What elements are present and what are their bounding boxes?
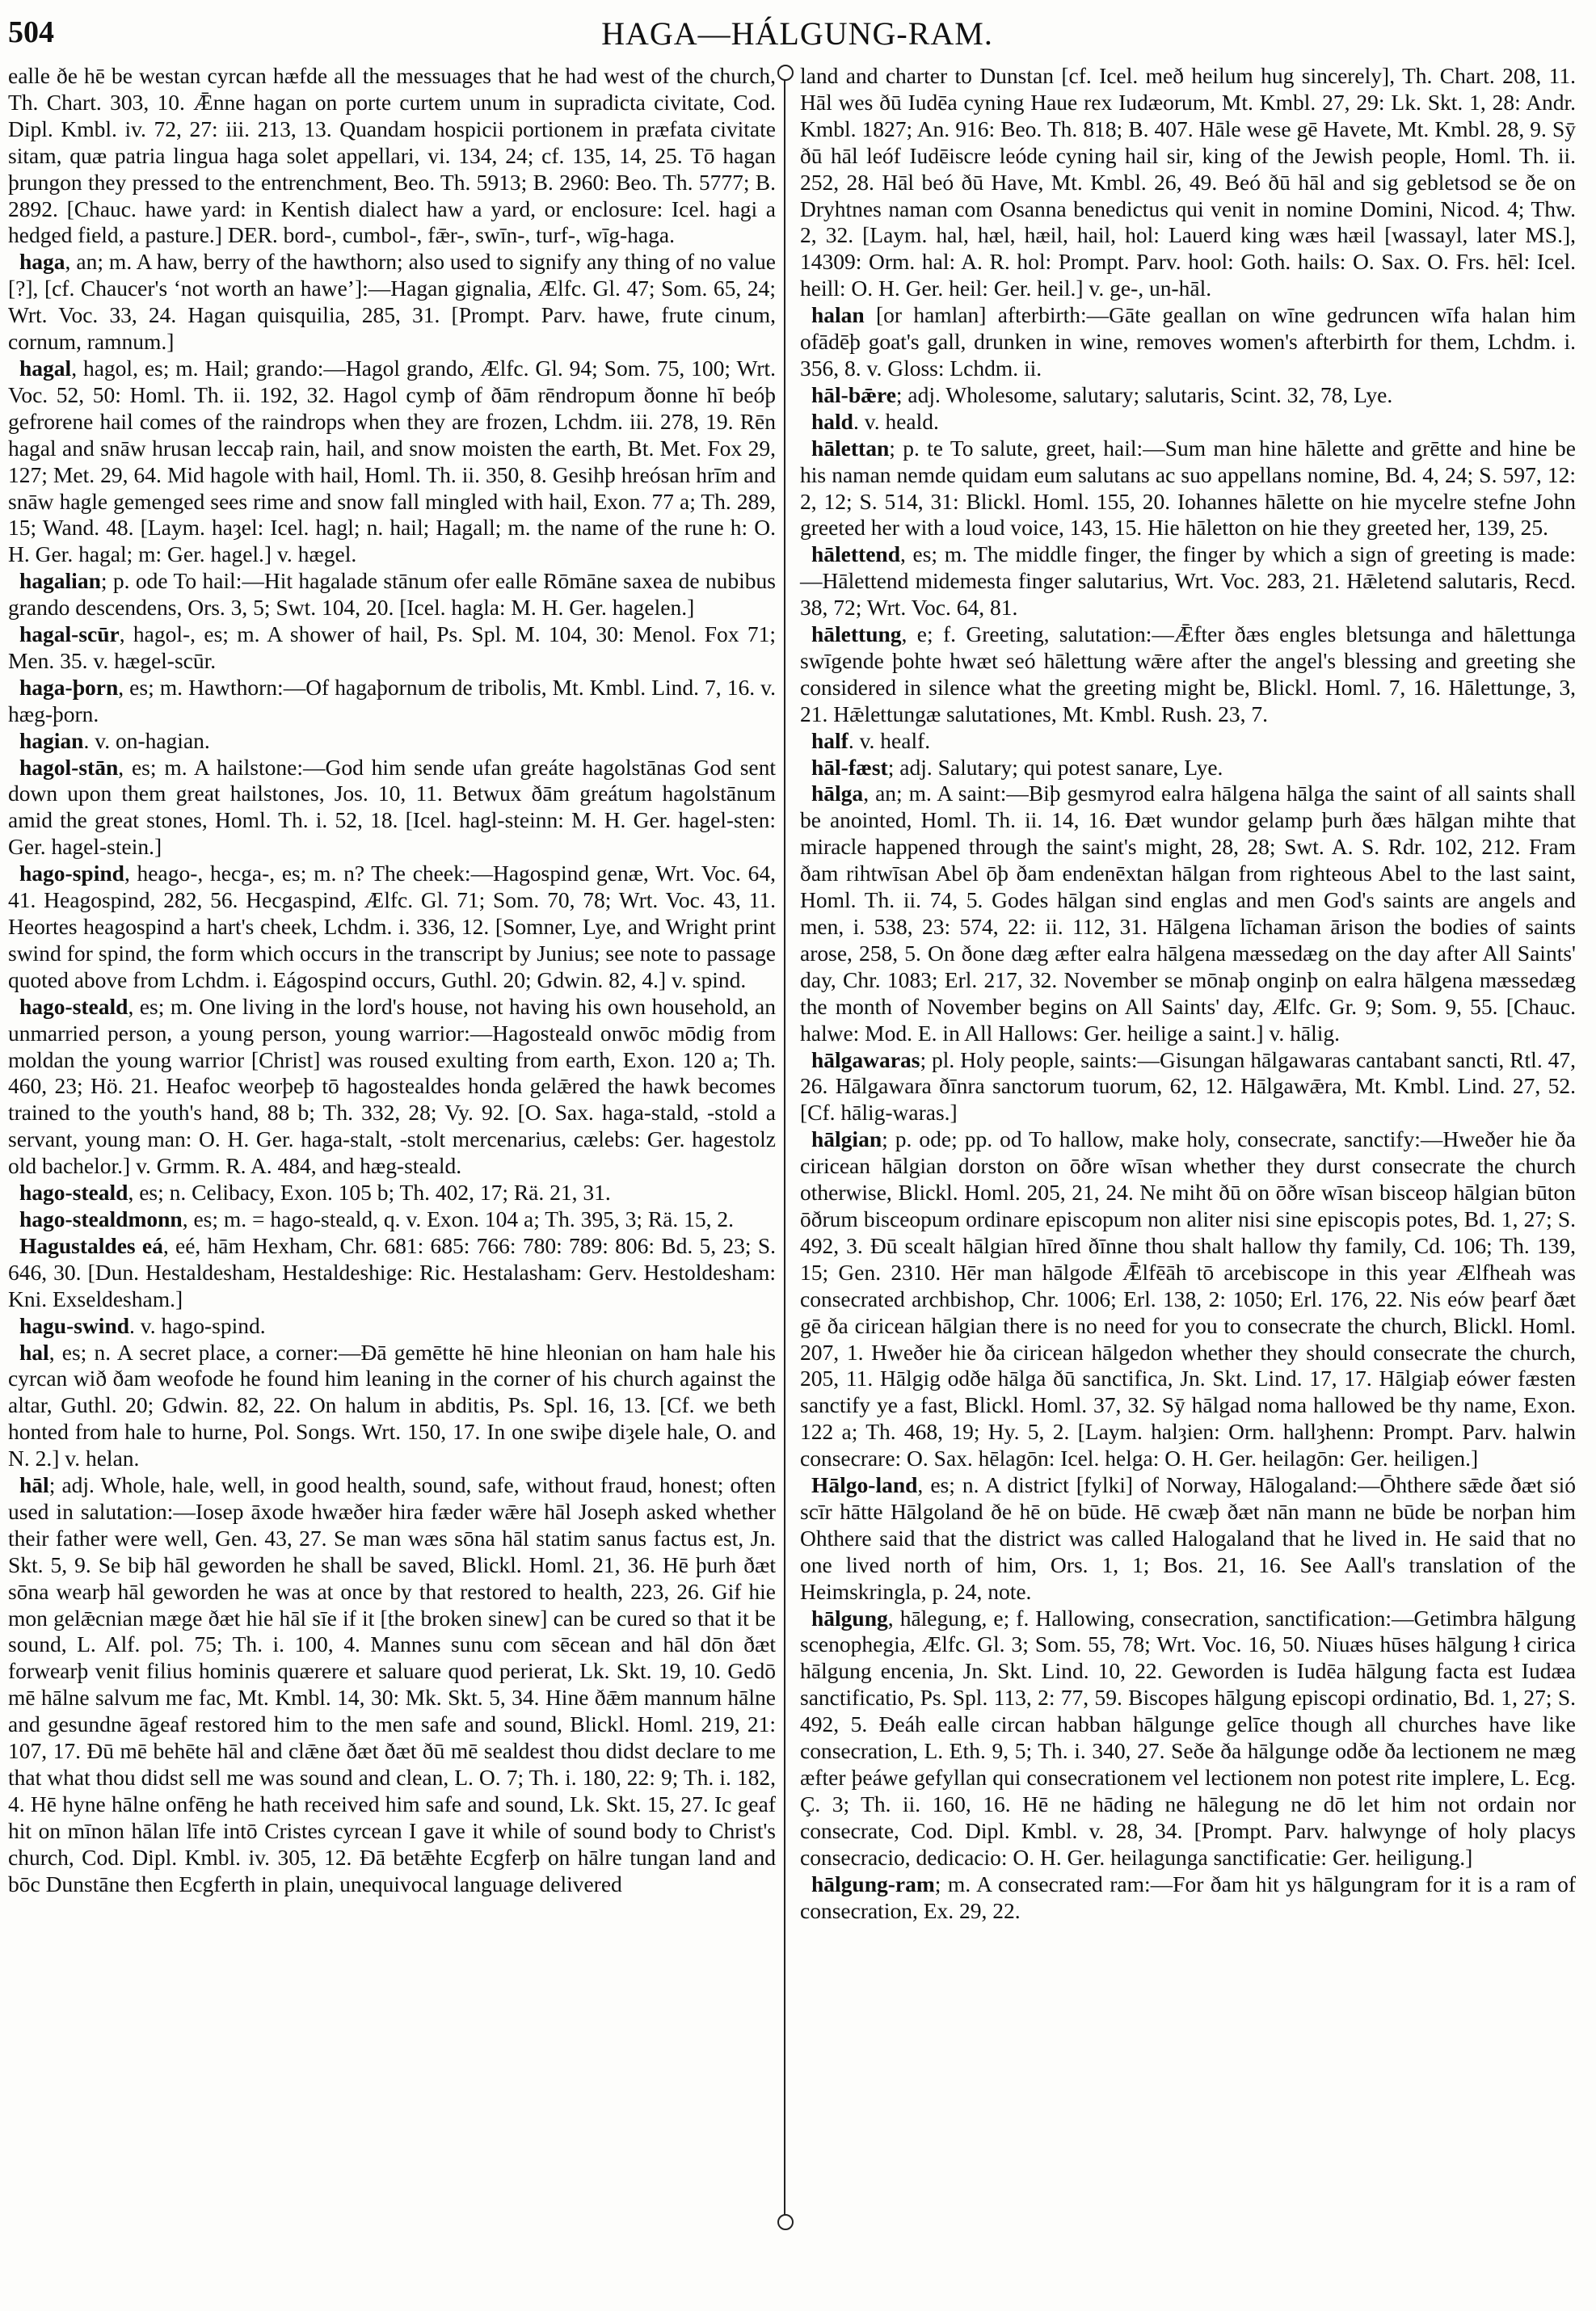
headword: hagol-stān — [19, 754, 119, 780]
entry-text: . v. heald. — [853, 408, 939, 434]
headword: hago-stealdmonn — [19, 1206, 183, 1231]
headword: Hālgo-land — [811, 1472, 918, 1498]
dictionary-entry — [8, 728, 776, 755]
entry-text: ; adj. Whole, hale, well, in good health, sound, safe, without fraud, honest; often used in salutation:—Iosep āxode hwæðer hira fæder wǣre hāl Joseph asked whether their father were well, Gen. 43, 27. Se man wæs sōna hāl statim sanus factus est, Jn. Skt. 5, 9. Se biþ hāl geworden he shall be saved, Blickl. Homl. 21, 36. Hē þurh ðæt sōna wearþ hāl geworden he was at once by that restored to health, 223, 26. Gif hie mon gelǣcnian mæge ðæt hie hāl sīe if it [the broken sinew] can be cured so that it be sound, L. Alf. pol. 75; Th. i. 100, 4. Mannes sunu com sēcean and hāl dōn ðæt forwearþ venit filius hominis quærere et saluare quod perierat, Lk. Skt. 19, 10. Gedō mē hālne salvum me fac, Mt. Kmbl. 14, 30: Mk. Skt. 5, 34. Hine ðǣm mannum hālne and gesundne āgeaf restored him to the men safe and sound, Blickl. Homl. 219, 21: 107, 17. Ðū mē behēte hāl and clǣne ðæt ðæt ðū mē sealdest thou didst declare to me that what thou didst sell me was sound and clean, L. O. 7; Th. i. 180, 22: 9; Th. i. 182, 4. Hē hyne hālne onfēng he hath received him safe and sound, Lk. Skt. 15, 27. Ic geaf hit on mīnon hālan līfe intō Cristes cyrcean I gave it while of sound body to Christ's church, Cod. Dipl. Kmbl. iv. 305, 12. Ðā betǣhte Ecgferþ on hālre tungan land and bōc Dunstāne then Ecgferth in plain, unequivocal language delivered — [8, 1472, 776, 1896]
dictionary-entry — [8, 621, 776, 675]
dictionary-entry — [800, 436, 1576, 542]
entry-text: land and charter to Dunstan [cf. Icel. með heilum hug sincerely], Th. Chart. 208, 11. Hāl wes ðū Iudēa cyning Haue rex Iudæorum, Mt. Kmbl. 27, 29: Lk. Skt. 1, 28: Andr. Kmbl. 1827; An. 916: Beo. Th. 818; B. 407. Hāle wese gē Havete, Mt. Kmbl. 28, 9. Sȳ ðū hāl leóf Iudēiscre leóde cyning hail sir, king of the Jewish people, Homl. Th. ii. 252, 28. Hāl beó ðū Have, Mt. Kmbl. 26, 49. Beó ðū hāl and sig gebletsod se ðe on Dryhtnes naman com Osanna benedictus qui venit in nomine Domini, Nicod. 4; Thw. 2, 32. [Laym. hal, hæl, hæil, hail, hol: Lauerd king wæs hæil [wassayl, later MS.], 14309: Orm. hal: A. R. hol: Prompt. Parv. hool: Goth. hails: O. Sax. O. Frs. hēl: Icel. heill: O. H. Ger. heil: Ger. heil.] v. ge-, un-hāl. — [800, 63, 1576, 301]
entry-text: ; p. ode; pp. od To hallow, make holy, consecrate, sanctify:—Hweðer hie ða ciricean hālgian dorston on ōðre wīsan whether they durst consecrate the church otherwise, Blickl. Homl. 205, 21, 24. Ne miht ðū on ōðre wīsan bisceop hālgian būton ōðrum bisceopum ordinare episcopum non aliter nisi sine episcopis potes, Bd. 1, 27; S. 492, 3. Ðū scealt hālgian hīred ðīnne thou shalt hallow thy family, Cd. 106; Th. 139, 15; Gen. 2310. Hēr man hālgode Ǣlfēāh tō arcebiscope in this year Ælfheah was consecrated archbishop, Chr. 1006; Erl. 138, 2: 1050; Erl. 176, 22. Nis eów þearf ðæt gē ða ciricean hālgian there is no need for you to consecrate the church, Blickl. Homl. 207, 1. Hweðer hie ða ciricean hālgedon whether they should consecrate the church, 205, 11. Hālgig odðe hālga ðū sanctifica, Jn. Skt. Lind. 17, 17. Hālgiaþ eówer fæsten sanctify ye a fast, Blickl. Homl. 37, 32. Sȳ hālgad noma hallowed be thy name, Exon. 122 a; Th. 468, 19; Hy. 5, 2. [Laym. halȝien: Orm. hallȝhenn: Prompt. Parv. halwin consecrare: O. Sax. hēlagōn: Icel. helga: O. H. Ger. heilagōn: Ger. heiligen.] — [800, 1126, 1576, 1471]
headword: hālettend — [811, 541, 900, 567]
headword: hagal — [19, 355, 72, 381]
entry-text: , eé, hām Hexham, Chr. 681: 685: 766: 780: 789: 806: Bd. 5, 23; S. 646, 30. [Dun. Hestaldesham, Hestaldeshige: Ric. Hestalasham: Gerv. Hestoldesham: Kni. Exseldesham.] — [8, 1232, 776, 1311]
dictionary-entry — [8, 356, 776, 568]
entry-text: , es; m. The middle finger, the finger by which a sign of greeting is made:—Hālettend midemesta finger salutarius, Wrt. Voc. 283, 21. Hǣletend salutaris, Recd. 38, 72; Wrt. Voc. 64, 81. — [800, 541, 1576, 621]
page-header — [8, 15, 1586, 63]
dictionary-entry — [8, 1180, 776, 1206]
dictionary-entry — [800, 382, 1576, 409]
headword: hālgung — [811, 1605, 888, 1631]
entry-text: ; adj. Salutary; qui potest sanare, Lye. — [887, 754, 1223, 780]
entry-text: , es; m. Hawthorn:—Of hagaþornum de tribolis, Mt. Kmbl. Lind. 7, 16. v. hæg-þorn. — [8, 674, 776, 726]
headword: hāl — [19, 1472, 49, 1498]
dictionary-entry — [8, 568, 776, 621]
headword: halan — [811, 302, 865, 328]
dictionary-entry — [8, 1313, 776, 1340]
entry-text: , es; n. A district [fylki] of Norway, Hālogaland:—Ōhthere sǣde ðæt sió scīr hātte Hālgoland ðe hē on būde. Hē cwæþ ðæt nān mann ne būde be norþan him Ohthere said that the district was called Halogaland that he lived in. He said that no one lived north of him, Ors. 1, 1; Bos. 21, 16. See Aall's translation of the Heimskringla, p. 24, note. — [800, 1472, 1576, 1604]
left-column — [8, 63, 776, 1898]
dictionary-entry — [8, 1206, 776, 1233]
dictionary-entry — [800, 781, 1576, 1046]
dictionary-entry — [800, 755, 1576, 781]
entry-text: , es; n. Celibacy, Exon. 105 b; Th. 402, 17; Rä. 21, 31. — [128, 1180, 611, 1206]
running-title: HAGA—HÁLGUNG-RAM. — [601, 15, 993, 52]
dictionary-entry — [8, 1472, 776, 1898]
dictionary-entry — [8, 994, 776, 1180]
headword: Hagustaldes eá — [19, 1232, 163, 1258]
headword: hāl-bǣre — [811, 381, 896, 407]
entry-text: , es; m. One living in the lord's house, not having his own household, an unmarried person, a young person, young warrior:—Hagosteald onwōc mōdig from moldan the young warrior [Christ] was roused exulting from earth, Exon. 120 a; Th. 460, 23; Hö. 21. Heafoc weorþeþ tō hagostealdes honda gelǣred the hawk becomes trained to the youth's hand, 88 b; Th. 332, 28; Vy. 92. [O. Sax. haga-stald, -stold a servant, young man: O. H. Ger. haga-stalt, -stolt mercenarius, cælebs: Ger. hagestolz old bachelor.] v. Grmm. R. A. 484, and hæg-steald. — [8, 993, 776, 1179]
dictionary-entry — [800, 1606, 1576, 1871]
headword: haga — [19, 249, 65, 275]
right-column — [800, 63, 1576, 1924]
entry-text: . v. hago-spind. — [129, 1312, 266, 1338]
entry-text: ; p. te To salute, greet, hail:—Sum man hine hālette and grētte and hine be his naman nemde quidam eum salutans ac suo appellans nomine, Bd. 4, 24; S. 597, 12: 2, 12; S. 514, 31: Blickl. Homl. 155, 20. Iohannes hālette on hie mycelre stefne John greeted her with a loud voice, 143, 15. Hie hāletton on hie they greeted her, 139, 25. — [800, 435, 1576, 541]
entry-text: ; p. ode To hail:—Hit hagalade stānum ofer ealle Rōmāne saxea de nubibus grando descendens, Ors. 3, 5; Swt. 104, 20. [Icel. hagla: M. H. Ger. hagelen.] — [8, 568, 776, 621]
entry-continuation — [800, 63, 1576, 302]
divider-ornament-bottom-icon — [777, 2214, 794, 2230]
divider-ornament-top-icon — [777, 65, 794, 81]
entry-text: , e; f. Greeting, salutation:—Ǣfter ðæs engles bletsunga and hālettunga swīgende þohte hwæt seó hālettung wǣre after the angel's blessing and greeting she considered in silence what the greeting might be, Blickl. Homl. 7, 16. Hālettunge, 3, 21. Hǣlettungæ salutationes, Mt. Kmbl. Rush. 23, 7. — [800, 621, 1576, 726]
headword: hālettung — [811, 621, 902, 647]
headword: hagian — [19, 727, 84, 753]
page-number: 504 — [8, 15, 54, 49]
entry-text: [or hamlan] afterbirth:—Gāte geallan on wīne gedruncen wīfa halan him ofādēþ goat's gall, drunken in wine, removes women's afterbirth for them, Lchdm. i. 356, 8. v. Gloss: Lchdm. ii. — [800, 302, 1576, 381]
dictionary-entry — [800, 1871, 1576, 1925]
entry-text: , hagol-, es; m. A shower of hail, Ps. Spl. M. 104, 30: Menol. Fox 71; Men. 35. v. hægel-scūr. — [8, 621, 776, 673]
headword: half — [811, 727, 849, 753]
dictionary-entry — [800, 302, 1576, 382]
headword: hālettan — [811, 435, 890, 461]
dictionary-entry — [8, 1233, 776, 1313]
dictionary-entry — [800, 728, 1576, 755]
headword: hālgian — [811, 1126, 882, 1152]
headword: hagal-scūr — [19, 621, 120, 647]
headword: hālga — [811, 781, 864, 806]
dictionary-entry — [8, 861, 776, 994]
headword: hald — [811, 408, 853, 434]
entry-continuation — [8, 63, 776, 249]
entry-text: ; m. A consecrated ram:—For ðam hit ys hālgungram for it is a ram of consecration, Ex. 29, 22. — [800, 1871, 1576, 1923]
entry-text: ; pl. Holy people, saints:—Gisungan hālgawaras cantabant sancti, Rtl. 47, 26. Hālgawara ðīnra sanctorum tuorum, 62, 12. Hālgawǣra, Mt. Kmbl. Lind. 27, 52. [Cf. hālig-waras.] — [800, 1046, 1576, 1126]
entry-text: , an; m. A saint:—Biþ gesmyrod ealra hālgena hālga the saint of all saints shall be anointed, Homl. Th. ii. 14, 16. Ðæt wundor gelamp þurh ðæs hālgan mihte that miracle happened through the saint's might, 28, 28; Swt. A. S. Rdr. 102, 212. Fram ðam rihtwīsan Abel ōþ ðam endenēxtan hālgan from righteous Abel to the last saint, Homl. Th. ii. 74, 5. Godes hālgan sind englas and men God's saints are angels and men, i. 538, 23: 574, 22: ii. 112, 31. Hālgena līchaman ārison the bodies of saints arose, 258, 5. On ðone dæg æfter ealra hālgena mæssedæg on the day after All Saints' day, Chr. 1083; Erl. 217, 32. November se mōnaþ onginþ on ealra hālgena mæssedæg the month of November begins on All Saints' day, Ælfc. Gr. 9; Som. 9, 55. [Chauc. halwe: Mod. E. in All Hallows: Ger. heilige a saint.] v. hālig. — [800, 781, 1576, 1046]
dictionary-entry — [800, 541, 1576, 621]
entry-text: ealle ðe hē be westan cyrcan hæfde all the messuages that he had west of the church, Th. Chart. 303, 10. Ǣnne hagan on porte curtem unum in supradicta civitate, Cod. Dipl. Kmbl. iv. 72, 27: iii. 213, 13. Quandam hospicii portionem in præfata civitate sitam, quæ patria lingua haga solet appellari, vi. 134, 24; cf. 135, 14, 25. Tō hagan þrungon they pressed to the entrenchment, Beo. Th. 5913; B. 2960: Beo. Th. 5777; B. 2892. [Chauc. hawe yard: in Kentish dialect haw a yard, or enclosure: Icel. hagi a hedged field, a pasture.] DER. bord-, cumbol-, fǣr-, swīn-, turf-, wīg-haga. — [8, 63, 776, 248]
dictionary-entry — [800, 1472, 1576, 1606]
dictionary-entry — [8, 675, 776, 728]
entry-text: , es; n. A secret place, a corner:—Ðā gemētte hē hine hleonian on ham hale his cyrcan wið ðam weofode he found him leaning in the corner of his church against the altar, Guthl. 20; Gdwin. 82, 22. On halum in abditis, Ps. Spl. 16, 13. [Cf. we beth honted from hale to hurne, Pol. Songs. Wrt. 150, 17. In one swiþe diȝele hale, O. and N. 2.] v. helan. — [8, 1339, 776, 1471]
headword: hālgung-ram — [811, 1871, 935, 1896]
headword: hāl-fæst — [811, 754, 888, 780]
entry-text: , es; m. A hailstone:—God him sende ufan greáte hagolstānas God sent down upon them great hailstones, Jos. 10, 11. Betwux ðām greátum hagolstānum amid the great stones, Homl. Th. i. 52, 18. [Icel. hagl-steinn: M. H. Ger. hagel-sten: Ger. hagel-stein.] — [8, 754, 776, 860]
headword: hago-steald — [19, 1180, 128, 1206]
dictionary-entry — [800, 1126, 1576, 1472]
entry-text: , heago-, hecga-, es; m. n? The cheek:—Hagospind genæ, Wrt. Voc. 64, 41. Heagospind, 282, 56. Hecgaspind, Ælfc. Gl. 71; Som. 70, 78; Wrt. Voc. 43, 11. Heortes heagospind a hart's cheek, Lchdm. i. 336, 12. [Somner, Lye, and Wright print swind for spind, the form which occurs in the transcript by Junius; see note to passage quoted above from Lchdm. i. Eágospind occurs, Guthl. 20; Gdwin. 82, 4.] v. spind. — [8, 861, 776, 992]
headword: hagu-swind — [19, 1312, 130, 1338]
headword: hālgawaras — [811, 1046, 920, 1072]
entry-text: . v. healf. — [848, 727, 931, 753]
dictionary-entry — [8, 755, 776, 861]
dictionary-entry — [800, 1047, 1576, 1127]
headword: hago-steald — [19, 993, 128, 1019]
headword: hago-spind — [19, 861, 124, 886]
entry-text: , hālegung, e; f. Hallowing, consecration, sanctification:—Getimbra hālgung scenophegia, Ælfc. Gl. 3; Som. 55, 78; Wrt. Voc. 16, 50. Niuæs hūses hālgung ł cirica hālgung encenia, Jn. Skt. Lind. 10, 22. Geworden is Iudēa hālgung facta est Iudæa sanctificatio, Ps. Spl. 113, 2: 77, 59. Biscopes hālgung episcopi ordinatio, Bd. 1, 27; S. 492, 5. Ðeáh ealle circan habban hālgunge gelīce though all churches have like consecration, L. Eth. 9, 5; Th. i. 340, 27. Seðe ða hālgunge odðe ða lectionem ne mæg æfter þeáwe gefyllan qui consecrationem vel lectionem non potest rite implere, L. Ecg. Ç. 3; Th. ii. 160, 16. Hē ne hāding ne hālegung ne dō let him not ordain nor consecrate, Cod. Dipl. Kmbl. v. 28, 34. [Prompt. Parv. halwynge of holy placys consecracio, dedicacio: O. H. Ger. heilagunga sanctificatie: Ger. heiligung.] — [800, 1605, 1576, 1870]
dictionary-entry — [8, 249, 776, 356]
headword: haga-þorn — [19, 674, 119, 700]
dictionary-entry — [800, 621, 1576, 728]
dictionary-entry — [8, 1340, 776, 1473]
headword: hal — [19, 1339, 49, 1365]
column-divider — [784, 74, 785, 2216]
entry-text: . v. on-hagian. — [83, 727, 210, 753]
entry-text: , an; m. A haw, berry of the hawthorn; also used to signify any thing of no value [?], [cf. Chaucer's ‘not worth an hawe’]:—Hagan gignalia, Ælfc. Gl. 47; Som. 65, 24; Wrt. Voc. 33, 24. Hagan quisquilia, 285, 31. [Prompt. Parv. hawe, frute cinum, cornum, ramnum.] — [8, 249, 776, 355]
entry-text: ; adj. Wholesome, salutary; salutaris, Scint. 32, 78, Lye. — [895, 381, 1393, 407]
dictionary-entry — [800, 409, 1576, 436]
entry-text: , hagol, es; m. Hail; grando:—Hagol grando, Ælfc. Gl. 94; Som. 75, 100; Wrt. Voc. 52, 50: Homl. Th. ii. 192, 32. Hagol cymþ of ðām rēndropum ðonne hī beóþ gefrorene hail comes of the raindrops when they are frozen, Lchdm. iii. 278, 19. Rēn hagal and snāw hrusan leccaþ rain, hail, and snow moisten the earth, Bt. Met. Fox 29, 127; Met. 29, 64. Mid hagole with hail, Homl. Th. ii. 350, 8. Gesihþ hreósan hrīm and snāw hagle gemenged sees rime and snow fall mingled with hail, Exon. 77 a; Th. 289, 15; Wand. 48. [Laym. haȝel: Icel. hagl; n. hail; Hagall; m. the name of the rune h: O. H. Ger. hagal; m: Ger. hagel.] v. hægel. — [8, 355, 776, 567]
entry-text: , es; m. = hago-steald, q. v. Exon. 104 a; Th. 395, 3; Rä. 15, 2. — [182, 1206, 735, 1231]
headword: hagalian — [19, 568, 101, 594]
